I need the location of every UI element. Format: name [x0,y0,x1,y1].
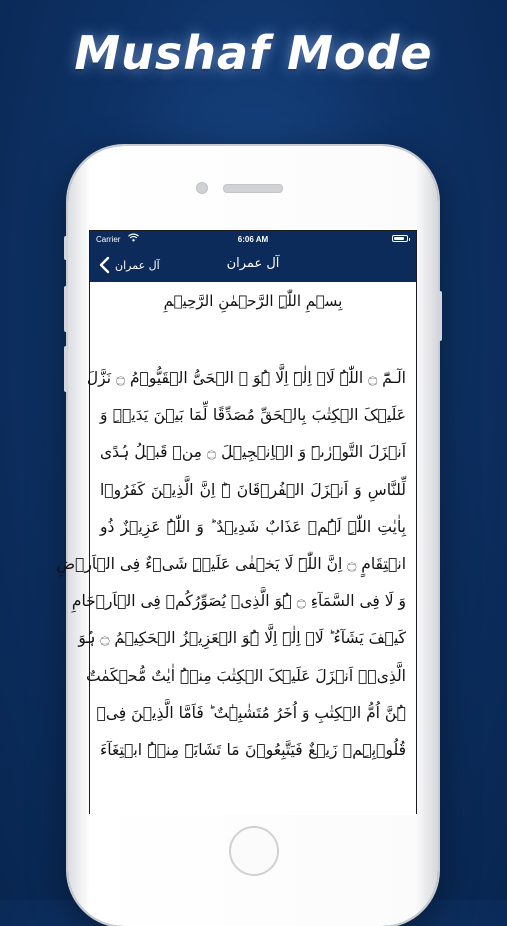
verse-line: وَ لَا فِی السَّمَآءِ ۝ ہُوَ الَّذِیۡ یُصَوِّرُکُمۡ فِی الۡاَرۡحَامِ [71,592,406,611]
mute-switch [64,236,68,260]
verse-line: اَنۡزَلَ التَّوۡرٰىۃَ وَ الۡاِنۡجِیۡلَ ۝ مِنۡ قَبۡلُ ہُدًی [100,443,407,462]
navigation-bar [90,248,416,282]
front-camera [196,182,208,194]
verse-line: لِّلنَّاسِ وَ اَنۡزَلَ الۡفُرۡقَانَ ۬ؕ اِنَّ الَّذِیۡنَ کَفَرُوۡا [100,480,406,499]
earpiece-speaker [223,184,283,193]
headline-title: Mushaf Mode [74,26,433,80]
verse-line: قُلُوۡبِہِمۡ زَیۡغٌ فَیَتَّبِعُوۡنَ مَا تَشَابَہَ مِنۡہُ ابۡتِغَآءَ [100,740,406,759]
verse-line: کَیۡفَ یَشَآءُ ؕ لَاۤ اِلٰہَ اِلَّا ہُوَ الۡعَزِیۡزُ الۡحَکِیۡمُ ۝ ہُوَ [78,629,406,648]
verse-lines [56,360,407,769]
battery-icon [392,235,408,242]
battery-level [394,237,404,240]
surah-title: آل عمران [226,256,280,271]
volume-up-button [64,286,68,332]
home-button[interactable] [229,826,279,876]
mushaf-page[interactable] [56,282,416,815]
verse-line: بِاٰیٰتِ اللّٰہِ لَہُمۡ عَذَابٌ شَدِیۡدٌ ؕ وَ اللّٰہُ عَزِیۡزٌ ذُو [100,517,406,536]
power-button [438,291,442,341]
verse-line: عَلَیۡکَ الۡکِتٰبَ بِالۡحَقِّ مُصَدِّقًا لِّمَا بَیۡنَ یَدَیۡہِ وَ [100,406,406,425]
phone-screen [56,230,417,814]
volume-down-button [64,346,68,392]
bismillah: بِسۡمِ اللّٰہِ الرَّحۡمٰنِ الرَّحِیۡمِ [163,292,343,310]
verse-line: انۡتِقَامٍ ۝ اِنَّ اللّٰہَ لَا یَخۡفٰی عَلَیۡہِ شَیۡءٌ فِی الۡاَرۡضِ [56,554,406,573]
verse-line: الَّذِیۡۤ اَنۡزَلَ عَلَیۡکَ الۡکِتٰبَ مِنۡہُ اٰیٰتٌ مُّحۡکَمٰتٌ [86,666,406,685]
back-button-label: آل عمران [115,258,160,272]
verse-line: ہُنَّ اُمُّ الۡکِتٰبِ وَ اُخَرُ مُتَشٰبِہٰتٌ ؕ فَاَمَّا الَّذِیۡنَ فِیۡ [96,703,406,722]
verse-line: الٓـمّٓ ۝ اللّٰہُ لَاۤ اِلٰہَ اِلَّا ہُوَ ۙ الۡحَیُّ الۡقَیُّوۡمُ ۝ نَزَّلَ [86,369,406,387]
phone-frame [56,146,438,926]
status-time: 6:06 AM [237,235,269,244]
carrier-label: Carrier [96,235,121,244]
status-bar [90,231,416,248]
